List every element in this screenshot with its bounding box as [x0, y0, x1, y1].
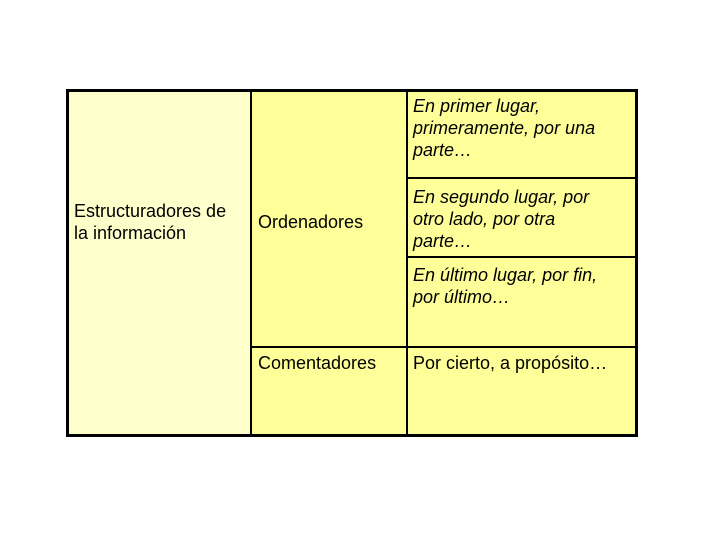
divider-col1: [250, 89, 252, 437]
divider-row-sub2: [406, 256, 638, 258]
divider-row-sub1: [406, 177, 638, 179]
example-comentadores: Por cierto, a propósito…: [413, 353, 608, 373]
divider-row-main: [250, 346, 638, 348]
divider-col2: [406, 89, 408, 437]
example-ordenadores-2: En segundo lugar, por otro lado, por otra parte…: [413, 187, 590, 251]
example-ordenadores-1: En primer lugar, primeramente, por una parte…: [413, 96, 596, 160]
category-label: Estructuradores de la información: [74, 201, 227, 243]
example-ordenadores-3: En último lugar, por fin, por último…: [413, 265, 598, 307]
subtype-comentadores: Comentadores: [258, 353, 377, 373]
subtype-ordenadores: Ordenadores: [258, 212, 364, 232]
